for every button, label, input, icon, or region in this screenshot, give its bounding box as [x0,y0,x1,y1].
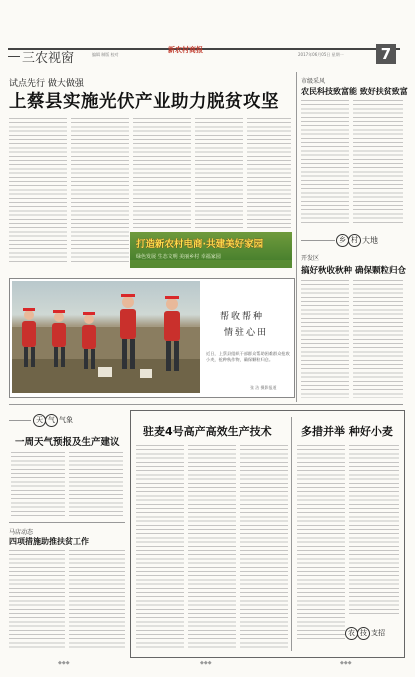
photo-feature-box [9,278,295,398]
masthead-logo: 新农村商报 [168,45,203,54]
banner-sub: 绿色发展 生态文明 美丽乡村 幸福家园 [136,254,221,260]
photo-title-1: 帮收帮种 [220,312,265,322]
wheat-headline: 驻麦4号高产高效生产技术 [143,425,272,438]
lead-body-col-2 [71,118,129,264]
right-feature-tag-char-1: 乡 [336,234,349,247]
harvest-photo [12,281,200,393]
weather-body-col-1 [11,452,65,516]
weather-tag-char-2: 气 [45,414,58,427]
right-feature-headline: 搞好秋收秋种 确保颗粒归仓 [301,266,406,276]
right-feature-body-col-2 [353,280,403,398]
bottom-right-tag-label: 支招 [371,629,385,637]
lead-kicker: 试点先行 做大做强 [9,79,84,89]
footer-ornament-center: ◆◆◆ [200,660,212,666]
weather-tag-rule [9,420,31,421]
wheat-body-col-1 [136,445,184,651]
weather-tag-label: 气象 [59,416,73,424]
right-feature-tag-rule [301,240,335,241]
header-small-info: 编辑 制版 校对 [92,52,119,57]
page-number-box [376,44,396,64]
header-date: 2017年06月05日 星期一 [298,52,344,57]
weather-headline: 一周天气预报及生产建议 [15,437,120,448]
header-left-rule [8,56,20,57]
section-title: 三农视窗 [22,51,75,66]
photo-credit: 张 洁 摄影报道 [250,385,277,390]
right-top-headline: 农民科技致富能 致好扶贫致富 [301,87,408,96]
lead-body-col-1 [9,118,67,264]
harvest-photo-figures [12,281,200,393]
weather-body-col-2 [69,452,123,516]
bottom-right-headline: 多措并举 种好小麦 [301,425,393,438]
weather-tag-char-1: 天 [33,414,46,427]
banner [130,232,292,268]
right-feature-tag-label: 大地 [362,236,378,245]
bottom-left-body-col-2 [69,550,125,650]
banner-field [130,260,292,268]
right-feature-body-col-1 [301,280,349,398]
bottom-right-tag-char-1: 农 [345,627,358,640]
lead-body-col-4 [195,118,243,230]
right-feature-kicker: 开发区 [301,255,320,262]
wheat-body-col-3 [240,445,288,651]
lead-body-col-5 [247,118,291,230]
lead-body-col-3 [133,118,191,230]
bottom-left-rule [9,522,125,523]
page-number: 7 [380,45,392,63]
bottom-right-body-col-1 [297,445,345,641]
right-top-body-col-1 [301,100,349,226]
header [0,0,415,64]
right-top-kicker: 市级采风 [301,78,326,85]
wheat-body-col-2 [188,445,236,651]
bottom-right-body-col-2 [349,445,399,615]
bottom-left-headline: 四项措施助推扶贫工作 [9,537,89,546]
right-top-body-col-2 [353,100,403,226]
banner-headline: 打造新农村电商·共建美好家园 [136,239,264,250]
bottom-left-kicker: 马店动态 [9,529,34,536]
wheat-article-box [130,410,405,658]
right-feature-tag-char-2: 村 [348,234,361,247]
photo-title-2: 情驻心田 [224,328,269,338]
lead-headline: 上蔡县实施光伏产业助力脱贫攻坚 [9,92,279,112]
footer [0,660,415,670]
wheat-box-divider [291,417,292,651]
column-divider [296,72,297,402]
bottom-right-tag-char-2: 技 [357,627,370,640]
footer-ornament-right: ◆◆◆ [340,660,352,666]
bottom-left-body-col-1 [9,550,65,650]
photo-caption: 近日，上蔡县组织干部群众帮助困难群众抢收小麦，抢种秋作物，确保颗粒归仓。 [206,351,290,362]
section-rule [9,404,403,405]
weather-box [9,410,125,518]
footer-ornament-left: ◆◆◆ [58,660,70,666]
